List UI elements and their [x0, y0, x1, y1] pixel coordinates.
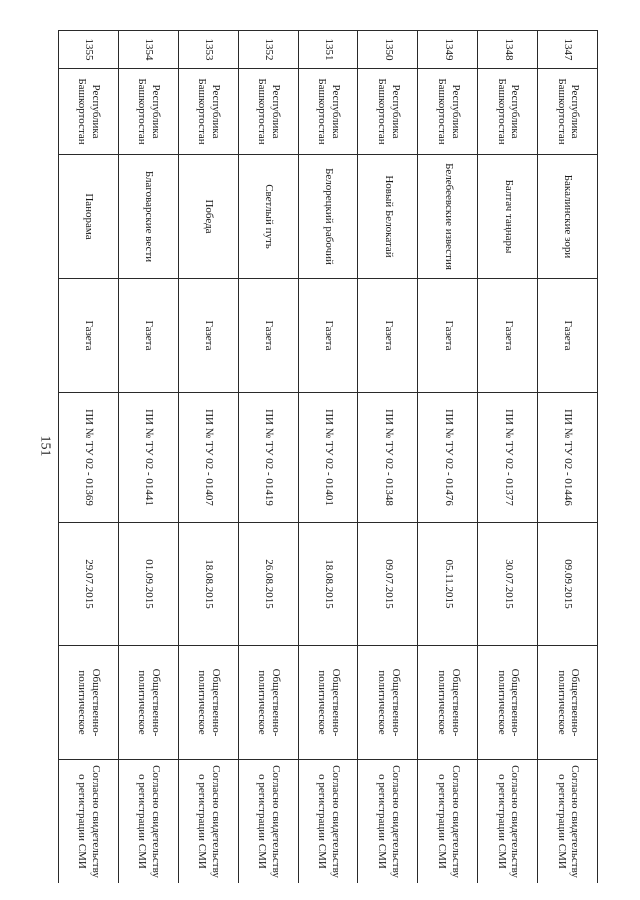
cell-type: Газета — [238, 279, 298, 393]
cell-date: 01.09.2015 — [119, 523, 179, 646]
cell-region: Республика Башкортостан — [478, 69, 538, 155]
cell-region: Республика Башкортостан — [358, 69, 418, 155]
cell-number: 1351 — [298, 31, 358, 69]
table-row — [59, 31, 119, 884]
cell-kind: Общественно-политическое — [59, 646, 119, 760]
cell-license: ПИ № ТУ 02 - 01348 — [358, 393, 418, 523]
cell-territory: Согласно свидетельству о регистрации СМИ — [59, 760, 119, 884]
page-number: 151 — [37, 435, 53, 457]
cell-number: 1355 — [59, 31, 119, 69]
cell-license: ПИ № ТУ 02 - 01401 — [298, 393, 358, 523]
cell-title: Панорама — [59, 155, 119, 279]
table-row — [119, 31, 179, 884]
cell-title: Бакалинские зори — [538, 155, 598, 279]
cell-title: Белебеевские известия — [418, 155, 478, 279]
cell-type: Газета — [298, 279, 358, 393]
cell-date: 18.08.2015 — [298, 523, 358, 646]
cell-license: ПИ № ТУ 02 - 01446 — [538, 393, 598, 523]
cell-title: Белорецкий рабочий — [298, 155, 358, 279]
cell-date: 26.08.2015 — [238, 523, 298, 646]
registry-table-container — [58, 30, 598, 883]
cell-type: Газета — [478, 279, 538, 393]
cell-license: ПИ № ТУ 02 - 01407 — [178, 393, 238, 523]
cell-number: 1350 — [358, 31, 418, 69]
cell-region: Республика Башкортостан — [119, 69, 179, 155]
cell-territory: Согласно свидетельству о регистрации СМИ — [119, 760, 179, 884]
cell-number: 1347 — [538, 31, 598, 69]
cell-kind: Общественно-политическое — [298, 646, 358, 760]
cell-territory: Согласно свидетельству о регистрации СМИ — [538, 760, 598, 884]
table-row — [418, 31, 478, 884]
cell-type: Газета — [178, 279, 238, 393]
cell-kind: Общественно-политическое — [238, 646, 298, 760]
cell-date: 29.07.2015 — [59, 523, 119, 646]
table-body — [59, 31, 598, 884]
cell-region: Республика Башкортостан — [178, 69, 238, 155]
table-row — [478, 31, 538, 884]
table-row — [538, 31, 598, 884]
cell-date: 05.11.2015 — [418, 523, 478, 646]
cell-kind: Общественно-политическое — [358, 646, 418, 760]
table-row — [238, 31, 298, 884]
cell-type: Газета — [59, 279, 119, 393]
cell-kind: Общественно-политическое — [538, 646, 598, 760]
rotated-page-content — [58, 30, 598, 883]
cell-territory: Согласно свидетельству о регистрации СМИ — [298, 760, 358, 884]
table-row — [358, 31, 418, 884]
table-row — [298, 31, 358, 884]
cell-title: Светлый путь — [238, 155, 298, 279]
cell-date: 18.08.2015 — [178, 523, 238, 646]
cell-title: Победа — [178, 155, 238, 279]
cell-date: 09.07.2015 — [358, 523, 418, 646]
cell-territory: Согласно свидетельству о регистрации СМИ — [478, 760, 538, 884]
cell-license: ПИ № ТУ 02 - 01476 — [418, 393, 478, 523]
cell-number: 1349 — [418, 31, 478, 69]
cell-number: 1352 — [238, 31, 298, 69]
cell-title: Балтач таңнары — [478, 155, 538, 279]
cell-title: Благоварские вести — [119, 155, 179, 279]
cell-kind: Общественно-политическое — [418, 646, 478, 760]
cell-territory: Согласно свидетельству о регистрации СМИ — [418, 760, 478, 884]
cell-type: Газета — [538, 279, 598, 393]
cell-license: ПИ № ТУ 02 - 01441 — [119, 393, 179, 523]
cell-region: Республика Башкортостан — [298, 69, 358, 155]
cell-license: ПИ № ТУ 02 - 01419 — [238, 393, 298, 523]
cell-kind: Общественно-политическое — [119, 646, 179, 760]
cell-type: Газета — [418, 279, 478, 393]
cell-type: Газета — [358, 279, 418, 393]
cell-license: ПИ № ТУ 02 - 01377 — [478, 393, 538, 523]
cell-region: Республика Башкортостан — [59, 69, 119, 155]
cell-number: 1353 — [178, 31, 238, 69]
cell-date: 09.09.2015 — [538, 523, 598, 646]
cell-title: Новый Белокатай — [358, 155, 418, 279]
cell-region: Республика Башкортостан — [418, 69, 478, 155]
cell-number: 1348 — [478, 31, 538, 69]
cell-region: Республика Башкортостан — [238, 69, 298, 155]
cell-territory: Согласно свидетельству о регистрации СМИ — [178, 760, 238, 884]
table-row — [178, 31, 238, 884]
cell-date: 30.07.2015 — [478, 523, 538, 646]
cell-kind: Общественно-политическое — [178, 646, 238, 760]
registry-table — [58, 30, 598, 883]
cell-license: ПИ № ТУ 02 - 01369 — [59, 393, 119, 523]
cell-territory: Согласно свидетельству о регистрации СМИ — [358, 760, 418, 884]
cell-territory: Согласно свидетельству о регистрации СМИ — [238, 760, 298, 884]
cell-type: Газета — [119, 279, 179, 393]
cell-kind: Общественно-политическое — [478, 646, 538, 760]
cell-number: 1354 — [119, 31, 179, 69]
cell-region: Республика Башкортостан — [538, 69, 598, 155]
